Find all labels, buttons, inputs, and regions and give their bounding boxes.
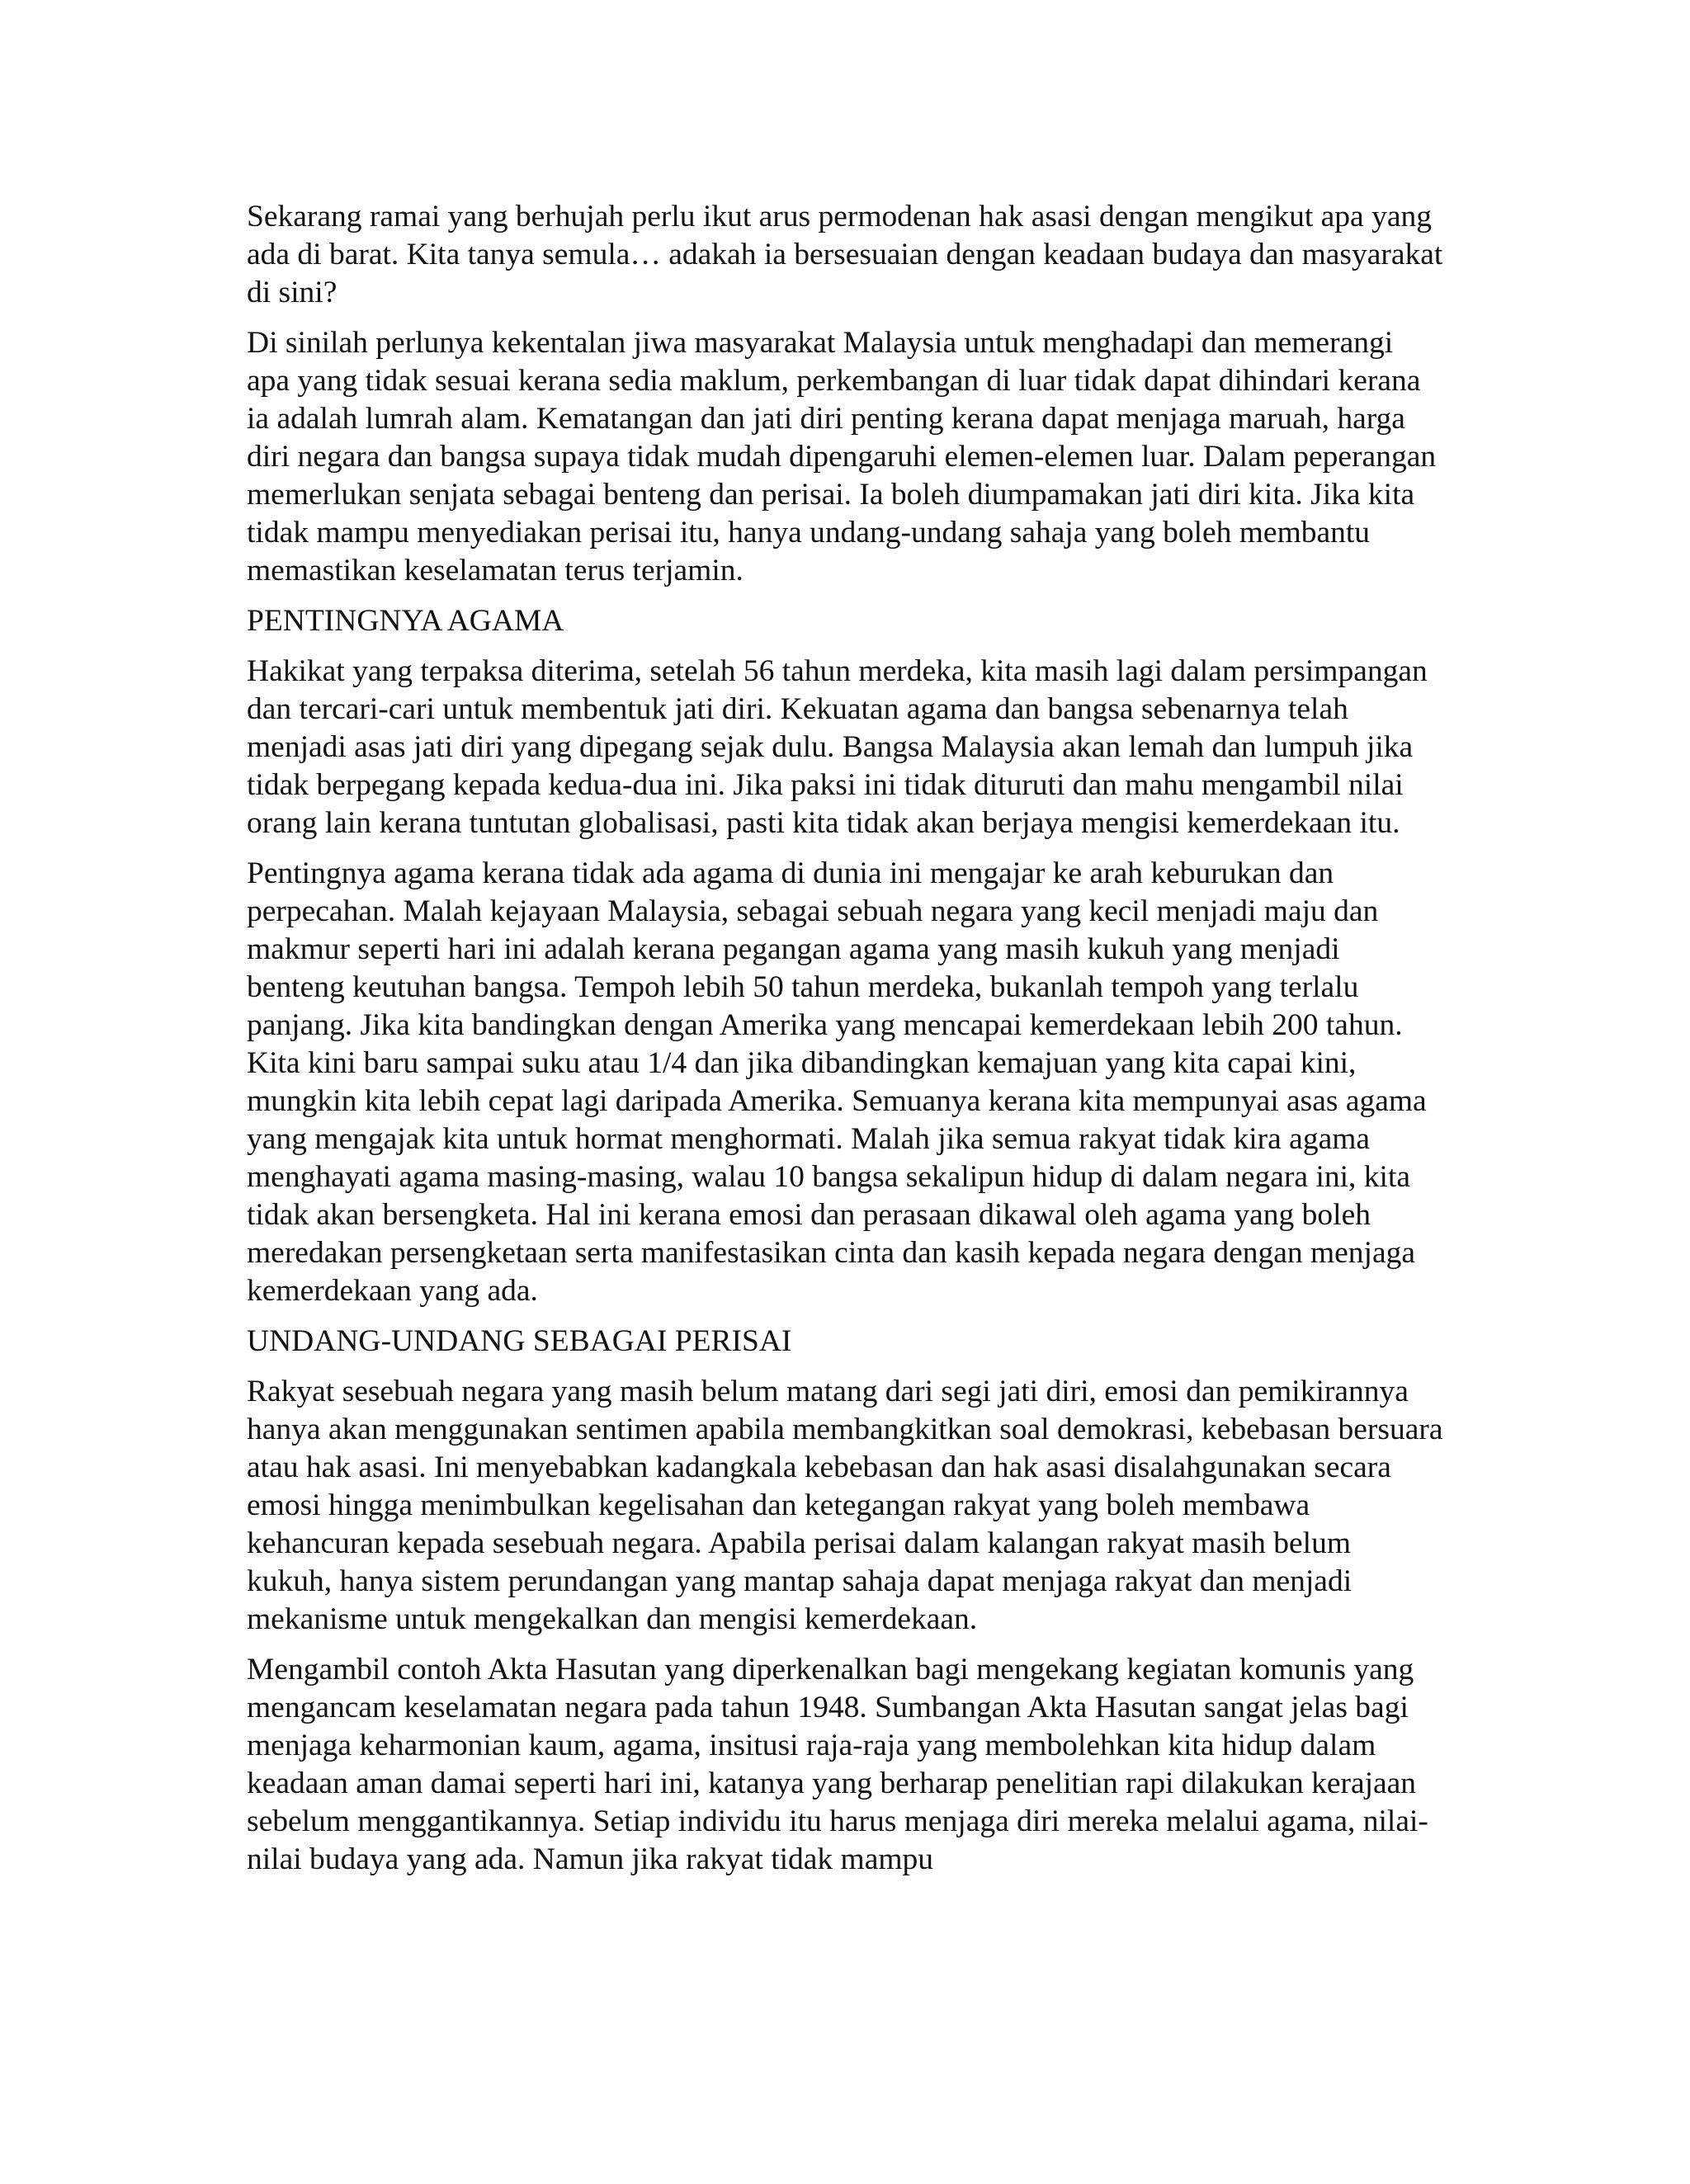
document-page: [247, 198, 1443, 1891]
paragraph-arus-permodenan: Sekarang ramai yang berhujah perlu ikut arus permodenan hak asasi dengan mengikut apa yang ada di barat. Kita tanya semula… adakah ia bersesuaian dengan keadaan budaya dan masyarakat di sini?: [247, 200, 1443, 309]
heading-undang-undang: UNDANG-UNDANG SEBAGAI PERISAI: [247, 1324, 792, 1358]
paragraph-pentingnya-agama: Pentingnya agama kerana tidak ada agama di dunia ini mengajar ke arah keburukan dan perpecahan. Malah kejayaan Malaysia, sebagai sebuah negara yang kecil menjadi maju dan makmur seperti hari ini adalah kerana pegangan agama yang masih kukuh yang menjadi benteng keutuhan bangsa. Tempoh lebih 50 tahun merdeka, bukanlah tempoh yang terlalu panjang. Jika kita bandingkan dengan Amerika yang mencapai kemerdekaan lebih 200 tahun. Kita kini baru sampai suku atau 1/4 dan jika dibandingkan kemajuan yang kita capai kini, mungkin kita lebih cepat lagi daripada Amerika. Semuanya kerana kita mempunyai asas agama yang mengajak kita untuk hormat menghormati. Malah jika semua rakyat tidak kira agama menghayati agama masing-masing, walau 10 bangsa sekalipun hidup di dalam negara ini, kita tidak akan bersengketa. Hal ini kerana emosi dan perasaan dikawal oleh agama yang boleh meredakan persengketaan serta manifestasikan cinta dan kasih kepada negara dengan menjaga kemerdekaan yang ada.: [247, 856, 1427, 1308]
paragraph-rakyat-belum-matang: Rakyat sesebuah negara yang masih belum matang dari segi jati diri, emosi dan pemikirannya hanya akan menggunakan sentimen apabila membangkitkan soal demokrasi, kebebasan bersuara atau hak asasi. Ini menyebabkan kadangkala kebebasan dan hak asasi disalahgunakan secara emosi hingga menimbulkan kegelisahan dan ketegangan rakyat yang boleh membawa kehancuran kepada sesebuah negara. Apabila perisai dalam kalangan rakyat masih belum kukuh, hanya sistem perundangan yang mantap sahaja dapat menjaga rakyat dan menjadi mekanisme untuk mengekalkan dan mengisi kemerdekaan.: [247, 1375, 1443, 1636]
paragraph-kekentalan-jiwa: Di sinilah perlunya kekentalan jiwa masyarakat Malaysia untuk menghadapi dan memerangi apa yang tidak sesuai kerana sedia maklum, perkembangan di luar tidak dapat dihindari kerana ia adalah lumrah alam. Kematangan dan jati diri penting kerana dapat menjaga maruah, harga diri negara dan bangsa supaya tidak mudah dipengaruhi elemen-elemen luar. Dalam peperangan memerlukan senjata sebagai benteng dan perisai. Ia boleh diumpamakan jati diri kita. Jika kita tidak mampu menyediakan perisai itu, hanya undang-undang sahaja yang boleh membantu memastikan keselamatan terus terjamin.: [247, 326, 1437, 587]
paragraph-hakikat: Hakikat yang terpaksa diterima, setelah 56 tahun merdeka, kita masih lagi dalam persimpangan dan tercari-cari untuk membentuk jati diri. Kekuatan agama dan bangsa sebenarnya telah menjadi asas jati diri yang dipegang sejak dulu. Bangsa Malaysia akan lemah dan lumpuh jika tidak berpegang kepada kedua-dua ini. Jika paksi ini tidak dituruti dan mahu mengambil nilai orang lain kerana tuntutan globalisasi, pasti kita tidak akan berjaya mengisi kemerdekaan itu.: [247, 654, 1428, 840]
heading-pentingnya-agama: PENTINGNYA AGAMA: [247, 604, 564, 638]
paragraph-akta-hasutan: Mengambil contoh Akta Hasutan yang diperkenalkan bagi mengekang kegiatan komunis yang mengancam keselamatan negara pada tahun 1948. Sumbangan Akta Hasutan sangat jelas bagi menjaga keharmonian kaum, agama, insitusi raja-raja yang membolehkan kita hidup dalam keadaan aman damai seperti hari ini, katanya yang berharap penelitian rapi dilakukan kerajaan sebelum menggantikannya. Setiap individu itu harus menjaga diri mereka melalui agama, nilai-nilai budaya yang ada. Namun jika rakyat tidak mampu: [247, 1653, 1428, 1876]
